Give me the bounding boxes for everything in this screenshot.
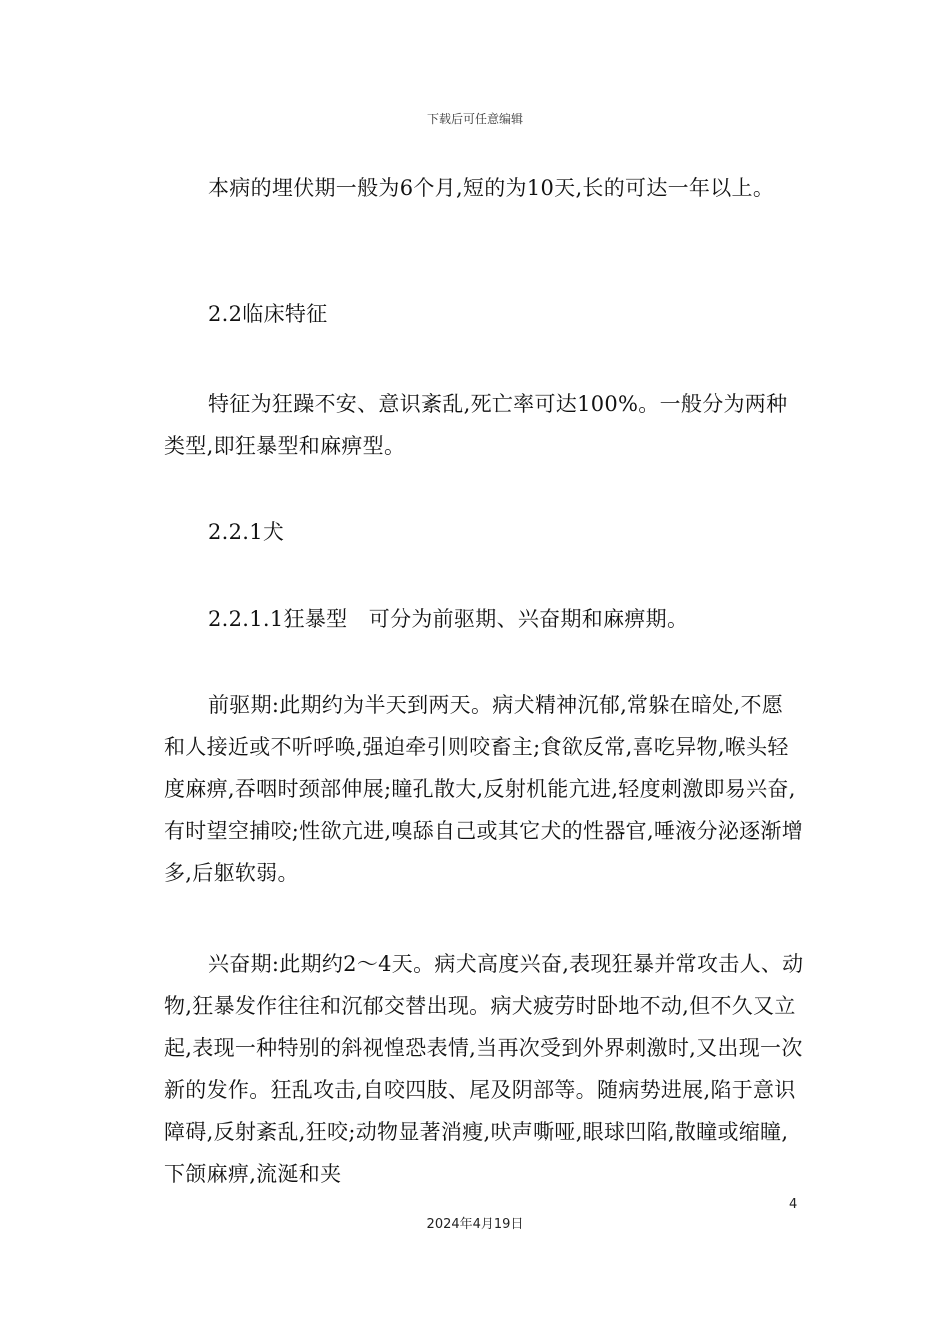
section-heading-dog: [164, 511, 804, 553]
paragraph-text: 本病的埋伏期一般为6个月,短的为10天,长的可达一年以上。: [208, 176, 775, 200]
section-heading-furious-type: [164, 598, 804, 640]
paragraph-excitement: [164, 943, 804, 1195]
heading-text: 2.2.1.1狂暴型 可分为前驱期、兴奋期和麻痹期。: [208, 607, 689, 631]
paragraph-incubation: [164, 167, 804, 209]
footer-date: 2024年4月19日: [426, 1217, 524, 1232]
page-number: 4: [789, 1197, 798, 1212]
paragraph-text: 前驱期:此期约为半天到两天。病犬精神沉郁,常躲在暗处,不愿和人接近或不听呼唤,强迫牵引则咬畜主;食欲反常,喜吃异物,喉头轻度麻痹,吞咽时颈部伸展;瞳孔散大,反射机能亢进,轻度刺激即易兴奋,有时望空捕咬;性欲亢进,嗅舔自己或其它犬的性器官,唾液分泌逐渐增多,后躯软弱。: [164, 693, 804, 885]
paragraph-prodromal: [164, 684, 804, 894]
paragraph-text: 特征为狂躁不安、意识紊乱,死亡率可达100%。一般分为两种类型,即狂暴型和麻痹型。: [164, 392, 788, 458]
section-heading-clinical: [164, 293, 804, 335]
heading-text: 2.2临床特征: [208, 302, 328, 326]
heading-text: 2.2.1犬: [208, 520, 285, 544]
paragraph-text: 兴奋期:此期约2～4天。病犬高度兴奋,表现狂暴并常攻击人、动物,狂暴发作往往和沉郁交替出现。病犬疲劳时卧地不动,但不久又立起,表现一种特别的斜视惶恐表情,当再次受到外界刺激时,又出现一次新的发作。狂乱攻击,自咬四肢、尾及阴部等。随病势进展,陷于意识障碍,反射紊乱,狂咬;动物显著消瘦,吠声嘶哑,眼球凹陷,散瞳或缩瞳,下颌麻痹,流涎和夹: [164, 952, 804, 1186]
page-header: 下载后可任意编辑: [426, 112, 523, 126]
paragraph-features: [164, 383, 804, 467]
